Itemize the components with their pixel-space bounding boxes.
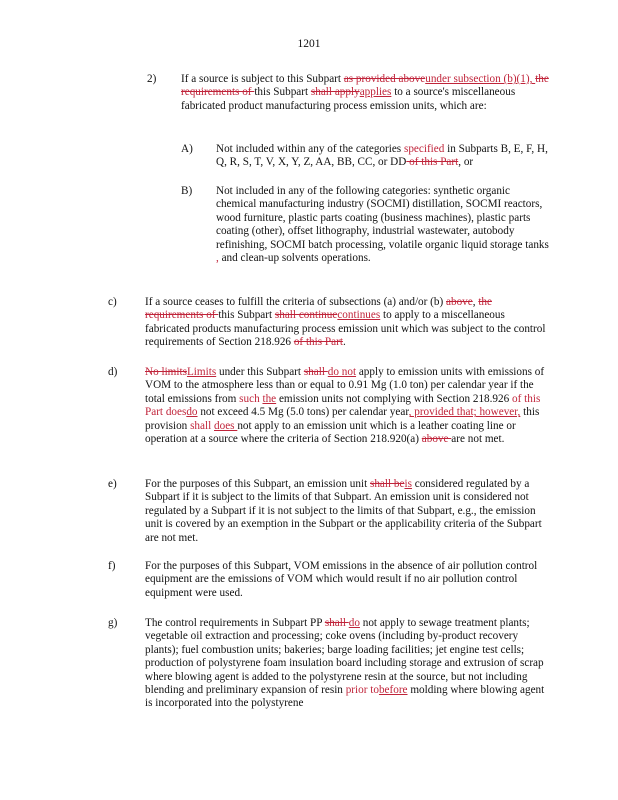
deleted-text: above xyxy=(446,296,473,308)
inserted-text: before xyxy=(378,684,408,697)
deleted-text: the requirements of xyxy=(181,73,549,99)
subsection-B-label: B) xyxy=(181,185,193,197)
text-run: considered regulated by a Subpart if it is subject to the limits of that Subpart. An emission unit is considered not regulated by a Subpart if it is not subject to the limits of that Subpart, e.g., the emission unit is covered by an exemption in the Subpart or the applicability criteria of the Subpart are not met. xyxy=(145,478,542,544)
text-run: For the purposes of this Subpart, an emission unit xyxy=(145,478,370,490)
revised-text: of this Part does xyxy=(145,392,541,419)
subsection-f-text xyxy=(145,560,549,600)
inserted-text: under subsection (b)(1), xyxy=(425,73,536,85)
inserted-text: is xyxy=(404,478,412,490)
subsection-c-text xyxy=(145,296,549,350)
subsection-e-text xyxy=(145,478,549,545)
revised-text: shall xyxy=(190,419,214,432)
text-run: , xyxy=(472,296,479,308)
deleted-text: shall continue xyxy=(274,309,338,322)
deleted-text: No limits xyxy=(145,366,187,378)
revised-text: specified xyxy=(403,143,445,155)
text-run: The control requirements in Subpart PP xyxy=(145,617,325,629)
text-run: If a source ceases to fulfill the criteria of subsections (a) and/or (b) xyxy=(145,296,447,308)
inserted-text: do not xyxy=(327,366,357,378)
inserted-text: the xyxy=(262,392,277,405)
inserted-text: , provided that; however, xyxy=(408,406,521,419)
subsection-g-text xyxy=(145,617,549,711)
deleted-text: shall xyxy=(303,366,328,378)
inserted-text: applies xyxy=(359,86,392,99)
text-run: apply to emission units with emissions of VOM to the atmosphere less than or equal to 0.91 Mg (1.0 ton) per calendar year if the total emissions from xyxy=(145,366,545,405)
subsection-2-text xyxy=(181,73,549,113)
subsection-c-label: c) xyxy=(108,296,117,308)
revised-text: such xyxy=(239,392,263,405)
deleted-text: shall xyxy=(324,617,349,629)
page-number: 1201 xyxy=(297,38,321,50)
revised-text: prior to xyxy=(345,684,379,697)
inserted-text: do xyxy=(186,406,198,419)
text-run: under this Subpart xyxy=(216,366,304,378)
text-run: For the purposes of this Subpart, VOM emissions in the absence of air pollution control equipment are the emissions of VOM which would result if no air pollution control equipment were used. xyxy=(145,560,538,599)
subsection-2-label: 2) xyxy=(147,73,157,85)
subsection-g-label: g) xyxy=(108,617,118,629)
text-run: Not included in any of the following categories: synthetic organic chemical manufacturing industry (SOCMI) distillation, SOCMI reactors, wood furniture, plastic parts coating (business machines), plastic parts coating (other), offset lithography, industrial wastewater, autobody refinishing, SOCMI batch processing, volatile organic liquid storage tanks xyxy=(216,185,549,251)
text-run: to apply to a miscellaneous fabricated products manufacturing process emission unit which was subject to the control requirements of Section 218.926 xyxy=(145,309,546,349)
deleted-text: of this Part xyxy=(293,336,343,349)
text-run: this Subpart xyxy=(254,86,311,99)
deleted-text: above xyxy=(421,433,452,446)
text-run: and clean-up solvents operations. xyxy=(218,252,371,265)
text-run: Not included within any of the categories xyxy=(216,143,404,155)
inserted-text: continues xyxy=(337,309,381,322)
subsection-B-text xyxy=(216,185,552,265)
text-run: , or xyxy=(458,156,474,169)
subsection-d-label: d) xyxy=(108,366,118,378)
subsection-A-label: A) xyxy=(181,143,193,155)
subsection-f-label: f) xyxy=(108,560,116,572)
text-run: not exceed 4.5 Mg (5.0 tons) per calendar year xyxy=(197,406,409,419)
text-run: not apply to an emission unit which is a leather coating line or operation at a source where the criteria of Section 218.920(a) xyxy=(145,419,516,446)
deleted-text: shall apply xyxy=(310,86,360,99)
text-run: molding where blowing agent is incorporated into the polystyrene xyxy=(145,684,545,710)
text-run: to a source's miscellaneous fabricated product manufacturing process emission units, which are: xyxy=(181,86,516,112)
inserted-text: Limits xyxy=(186,366,217,378)
text-run: emission units not complying with Section 218.926 xyxy=(276,392,513,405)
inserted-text: does xyxy=(214,419,238,432)
deleted-text: as provided above xyxy=(343,73,426,85)
text-run: in Subparts B, E, F, H, Q, R, S, T, V, X, Y, Z, AA, BB, CC, or DD xyxy=(216,143,548,169)
text-run: If a source is subject to this Subpart xyxy=(181,73,344,85)
deleted-text: shall be xyxy=(369,478,405,490)
revised-text: , xyxy=(216,252,219,265)
inserted-text: do xyxy=(348,617,360,629)
text-run: not apply to sewage treatment plants; vegetable oil extraction and processing; coke ovens (including by-product recovery plants); fuel combustion units; bakeries; barge loading facilities; jet engine test cells; production of polystyrene foam insulation board including storage and extrusion of scrap where blowing agent is added to the polystyrene resin at the source, but not including blending and preliminary expansion of resin xyxy=(145,617,544,697)
text-run: are not met. xyxy=(451,433,505,446)
subsection-e-label: e) xyxy=(108,478,117,490)
text-run: . xyxy=(342,336,346,349)
text-run: this provision xyxy=(145,406,540,432)
deleted-text: the requirements of xyxy=(145,296,492,322)
deleted-text: of this Part xyxy=(406,156,459,169)
subsection-d-text xyxy=(145,366,549,446)
subsection-A-text xyxy=(216,143,552,170)
text-run: this Subpart xyxy=(218,309,275,322)
